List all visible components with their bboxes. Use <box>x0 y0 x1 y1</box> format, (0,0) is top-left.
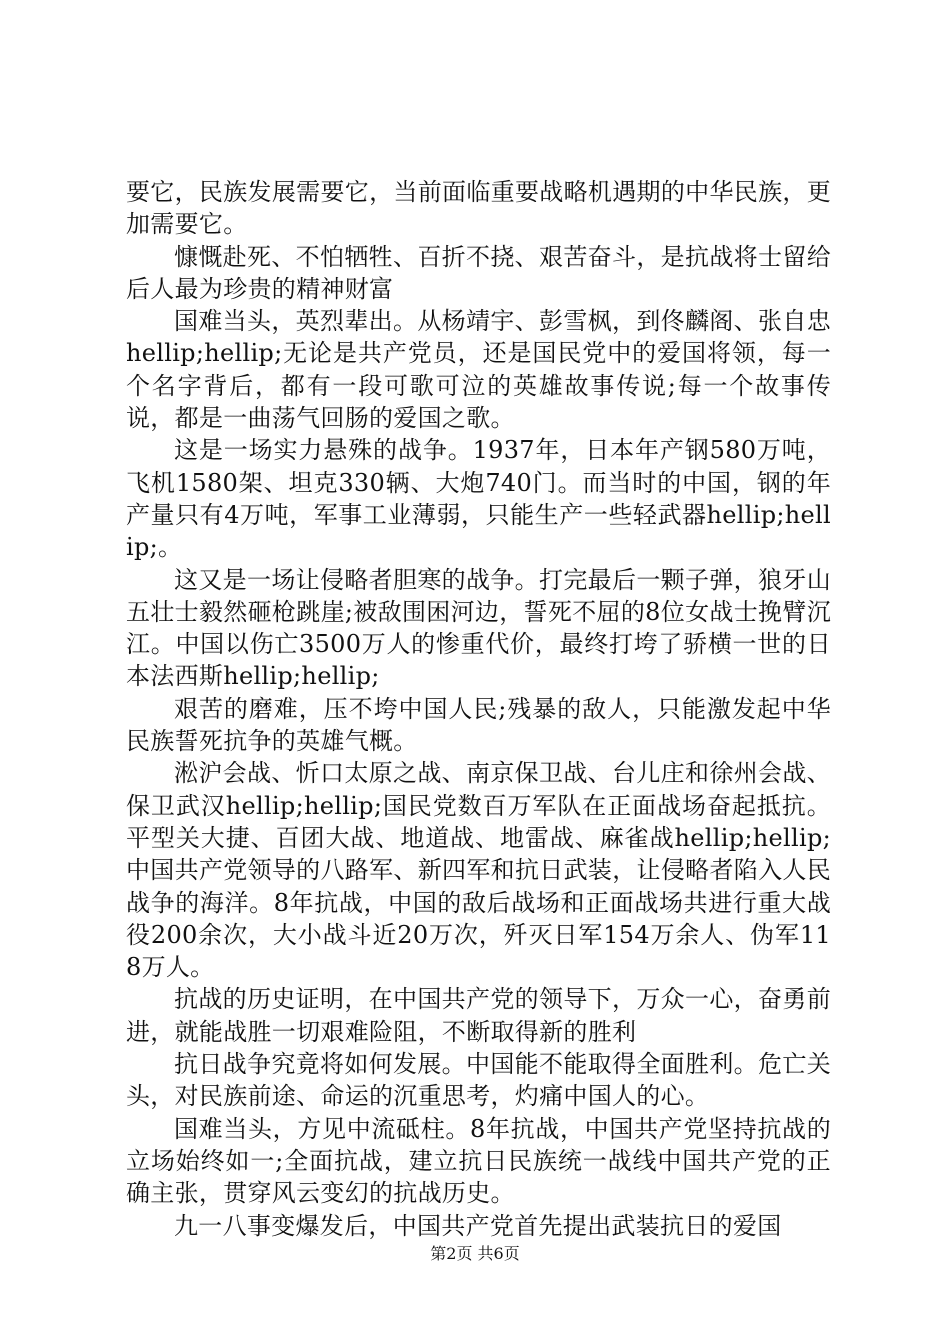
paragraph-heroic-war: 这又是一场让侵略者胆寒的战争。打完最后一颗子弹，狼牙山五壮士毅然砸枪跳崖;被敌围困河边，誓死不屈的8位女战士挽臂沉江。中国以伤亡3500万人的惨重代价，最终打垮了骄横一世的日本法西斯hellip;hellip; <box>126 565 831 691</box>
paragraph-history-proof: 抗战的历史证明，在中国共产党的领导下，万众一心，奋勇前进，就能战胜一切艰难险阻，不断取得新的胜利 <box>126 985 831 1046</box>
paragraph-hardship: 艰苦的磨难，压不垮中国人民;残暴的敌人，只能激发起中华民族誓死抗争的英雄气概。 <box>126 694 831 756</box>
paragraph-strength-gap: 这是一场实力悬殊的战争。1937年，日本年产钢580万吨，飞机1580架、坦克330辆、大炮740门。而当时的中国，钢的年产量只有4万吨，军事工业薄弱，只能生产一些轻武器hellip;hellip;。 <box>126 436 831 562</box>
document-body <box>126 176 831 1242</box>
paragraph-battles: 淞沪会战、忻口太原之战、南京保卫战、台儿庄和徐州会战、保卫武汉hellip;hellip;国民党数百万军队在正面战场奋起抵抗。平型关大捷、百团大战、地道战、地雷战、麻雀战hellip;hellip;中国共产党领导的八路军、新四军和抗日武装，让侵略者陷入人民战争的海洋。8年抗战，中国的敌后战场和正面战场共进行重大战役200余次，大小战斗近20万次，歼灭日军154万余人、伪军118万人。 <box>126 759 831 982</box>
paragraph-continuation: 要它，民族发展需要它，当前面临重要战略机遇期的中华民族，更加需要它。 <box>126 178 831 239</box>
paragraph-war-outlook: 抗日战争究竟将如何发展。中国能不能取得全面胜利。危亡关头，对民族前途、命运的沉重思考，灼痛中国人的心。 <box>126 1050 831 1111</box>
paragraph-spirit-heading: 慷慨赴死、不怕牺牲、百折不挠、艰苦奋斗，是抗战将士留给后人最为珍贵的精神财富 <box>126 242 831 303</box>
page-number-footer: 第2页 共6页 <box>430 1244 520 1263</box>
paragraph-sept18: 九一八事变爆发后，中国共产党首先提出武装抗日的爱国 <box>174 1211 782 1240</box>
paragraph-mainstay: 国难当头，方见中流砥柱。8年抗战，中国共产党坚持抗战的立场始终如一;全面抗战，建立抗日民族统一战线中国共产党的正确主张，贯穿风云变幻的抗战历史。 <box>126 1114 831 1208</box>
paragraph-heroes: 国难当头，英烈辈出。从杨靖宇、彭雪枫，到佟麟阁、张自忠hellip;hellip;无论是共产党员，还是国民党中的爱国将领，每一个名字背后，都有一段可歌可泣的英雄故事传说;每一个故事传说，都是一曲荡气回肠的爱国之歌。 <box>126 307 831 433</box>
